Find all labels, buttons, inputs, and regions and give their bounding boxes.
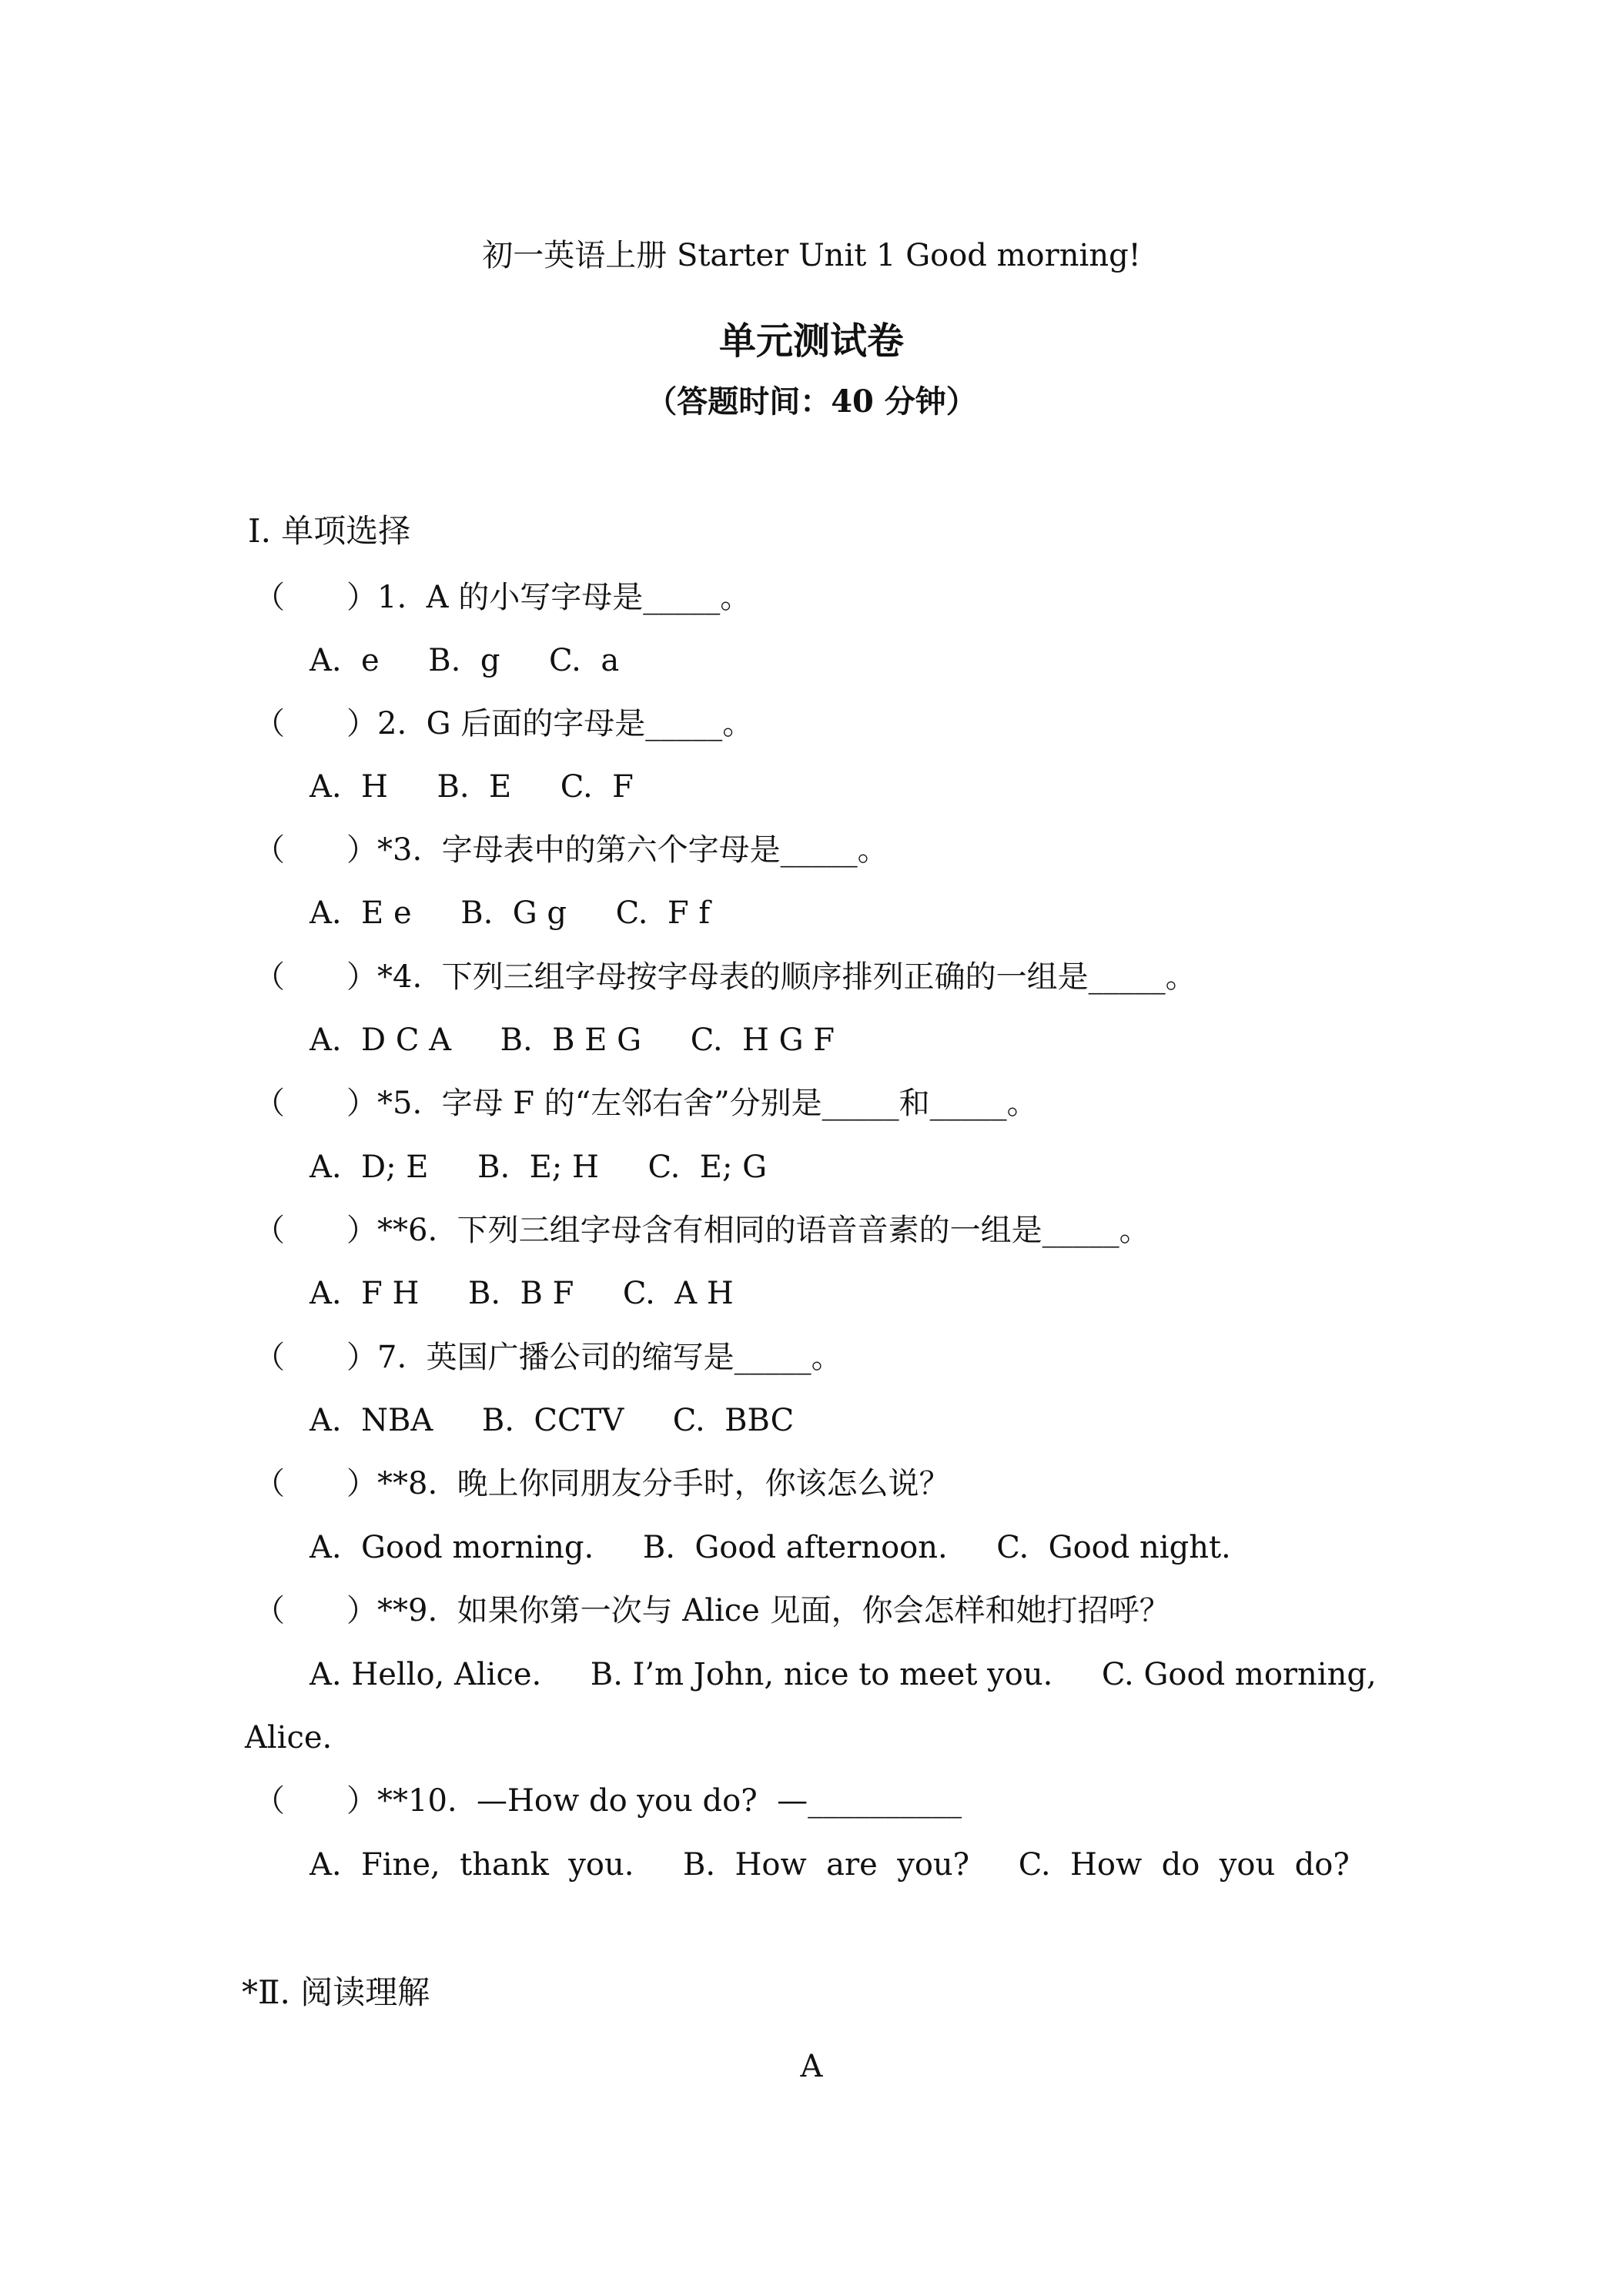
- question-stem: （ ）**8. 晚上你同朋友分手时，你该怎么说？: [254, 1466, 950, 1501]
- question-stem: （ ）**10. —How do you do? —__________: [254, 1783, 962, 1819]
- question-options: A. e B. g C. a: [310, 643, 620, 678]
- question-stem: （ ）7. 英国广播公司的缩写是_____。: [254, 1340, 842, 1375]
- question-options: A. D C A B. B E G C. H G F: [310, 1022, 835, 1058]
- question-stem: （ ）*3. 字母表中的第六个字母是_____。: [254, 832, 888, 868]
- question-stem: （ ）2. G 后面的字母是_____。: [254, 706, 754, 741]
- question-options: A. H B. E C. F: [310, 769, 634, 805]
- question-options: A. Hello, Alice. B. I’m John, nice to meet you. C. Good morning,: [310, 1657, 1377, 1692]
- document-title: 初一英语上册 Starter Unit 1 Good morning!: [482, 238, 1141, 273]
- section-heading-reading: *Ⅱ. 阅读理解: [242, 1973, 430, 2011]
- question-stem: （ ）1. A 的小写字母是_____。: [254, 580, 751, 615]
- question-options-continued: Alice.: [245, 1720, 333, 1755]
- question-options: A. E e B. G g C. F f: [310, 895, 711, 931]
- passage-label: A: [800, 2049, 823, 2084]
- time-note: （答题时间：40 分钟）: [646, 383, 977, 420]
- question-options: A. Good morning. B. Good afternoon. C. Good night.: [310, 1530, 1231, 1565]
- question-options: A. NBA B. CCTV C. BBC: [310, 1403, 795, 1438]
- question-stem: （ ）**6. 下列三组字母含有相同的语音音素的一组是_____。: [254, 1213, 1150, 1248]
- question-stem: （ ）**9. 如果你第一次与 Alice 见面，你会怎样和她打招呼？: [254, 1593, 1170, 1628]
- document-subtitle: 单元测试卷: [718, 320, 904, 363]
- question-stem: （ ）*5. 字母 F 的“左邻右舍”分别是_____和_____。: [254, 1086, 1038, 1121]
- question-options: A. Fine, thank you. B. How are you? C. How do you do?: [310, 1847, 1350, 1883]
- question-options: A. D; E B. E; H C. E; G: [310, 1150, 768, 1185]
- question-options: A. F H B. B F C. A H: [310, 1276, 734, 1311]
- question-stem: （ ）*4. 下列三组字母按字母表的顺序排列正确的一组是_____。: [254, 959, 1196, 995]
- section-heading-multiple-choice: Ⅰ. 单项选择: [248, 512, 411, 550]
